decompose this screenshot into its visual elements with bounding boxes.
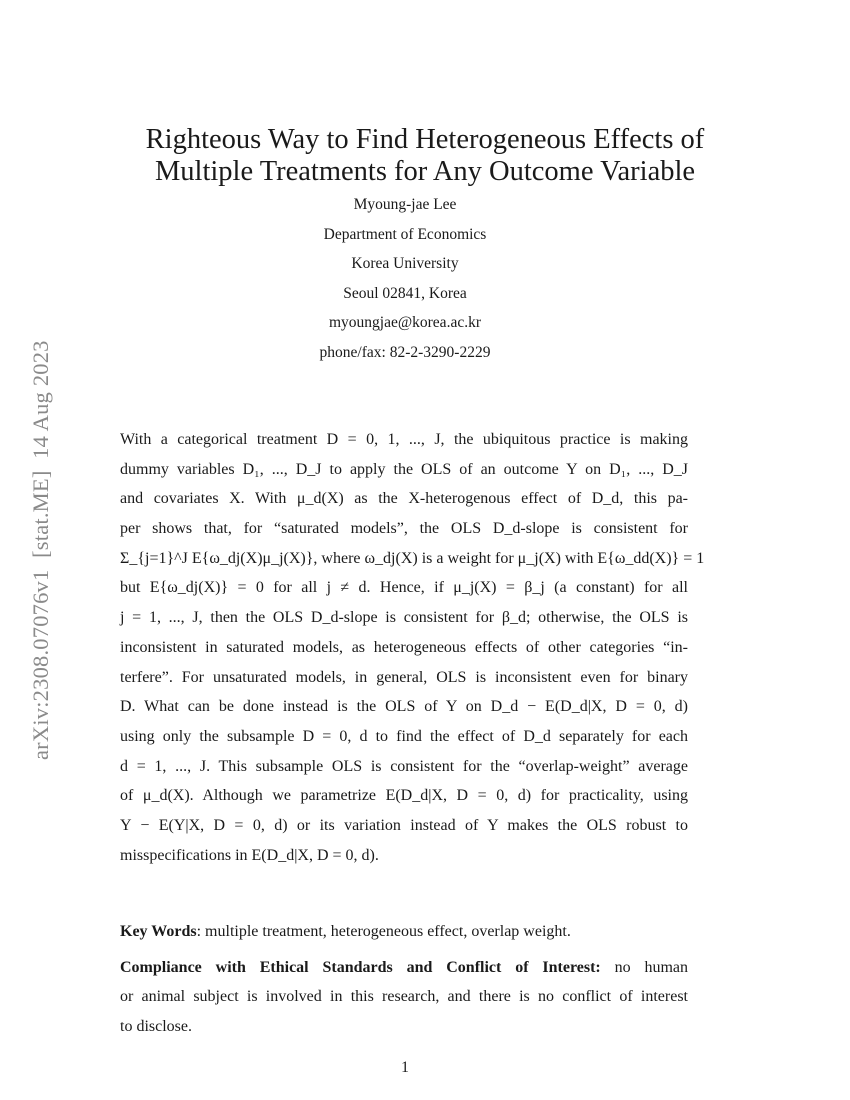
paper-title	[0, 124, 850, 188]
compliance-statement	[120, 958, 688, 1046]
abstract-line: dummy variables D₁, ..., D_J to apply the OLS of an outcome Y on D₁, ..., D_J	[120, 460, 688, 478]
author-university: Korea University	[351, 255, 459, 273]
compliance-text: to disclose.	[120, 1017, 192, 1035]
abstract-line: per shows that, for “saturated models”, the OLS D_d-slope is consistent for	[120, 520, 688, 538]
abstract-line: misspecifications in E(D_d|X, D = 0, d).	[120, 846, 379, 864]
abstract-line: Σ_{j=1}^J E{ω_dj(X)μ_j(X)}, where ω_dj(X) is a weight for μ_j(X) with E{ω_dd(X)} = 1	[120, 549, 705, 567]
author-block	[0, 195, 810, 373]
abstract-line: using only the subsample D = 0, d to find the effect of D_d separately for each	[120, 727, 688, 745]
abstract-line: D. What can be done instead is the OLS of Y on D_d − E(D_d|X, D = 0, d)	[120, 698, 688, 716]
arxiv-sidebar-stamp: arXiv:2308.07076v1 [stat.ME] 14 Aug 2023	[28, 340, 53, 760]
compliance-label: Compliance with Ethical Standards and Conflict of Interest:	[120, 959, 601, 976]
page-number: 1	[401, 1059, 409, 1076]
abstract-line: With a categorical treatment D = 0, 1, ..., J, the ubiquitous practice is making	[120, 431, 688, 448]
keywords	[120, 922, 688, 951]
abstract-line: of μ_d(X). Although we parametrize E(D_d|X, D = 0, d) for practicality, using	[120, 787, 688, 805]
author-department: Department of Economics	[323, 225, 487, 243]
author-address: Seoul 02841, Korea	[343, 284, 467, 302]
title-line: Multiple Treatments for Any Outcome Variable	[154, 156, 696, 187]
abstract	[120, 430, 705, 875]
author-email[interactable]: myoungjae@korea.ac.kr	[329, 314, 481, 332]
keywords-label: Key Words	[120, 923, 197, 940]
abstract-line: j = 1, ..., J, then the OLS D_d-slope is consistent for β_d; otherwise, the OLS is	[120, 609, 688, 627]
title-line: Righteous Way to Find Heterogeneous Effects of	[145, 124, 705, 155]
keywords-text: : multiple treatment, heterogeneous effect, overlap weight.	[196, 923, 571, 940]
abstract-line: Y − E(Y|X, D = 0, d) or its variation instead of Y makes the OLS robust to	[120, 816, 688, 834]
abstract-line: but E{ω_dj(X)} = 0 for all j ≠ d. Hence, if μ_j(X) = β_j (a constant) for all	[120, 579, 688, 597]
abstract-line: terfere”. For unsaturated models, in general, OLS is inconsistent even for binary	[120, 668, 688, 686]
abstract-line: inconsistent in saturated models, as heterogeneous effects of other categories “in-	[120, 638, 688, 656]
author-name: Myoung-jae Lee	[353, 196, 457, 213]
abstract-line: and covariates X. With μ_d(X) as the X-heterogenous effect of D_d, this pa-	[120, 490, 688, 508]
abstract-line: d = 1, ..., J. This subsample OLS is consistent for the “overlap-weight” average	[120, 757, 688, 775]
author-phone: phone/fax: 82-2-3290-2229	[319, 343, 491, 361]
compliance-text: or animal subject is involved in this research, and there is no conflict of interest	[120, 988, 688, 1006]
compliance-text: no human	[600, 959, 688, 976]
